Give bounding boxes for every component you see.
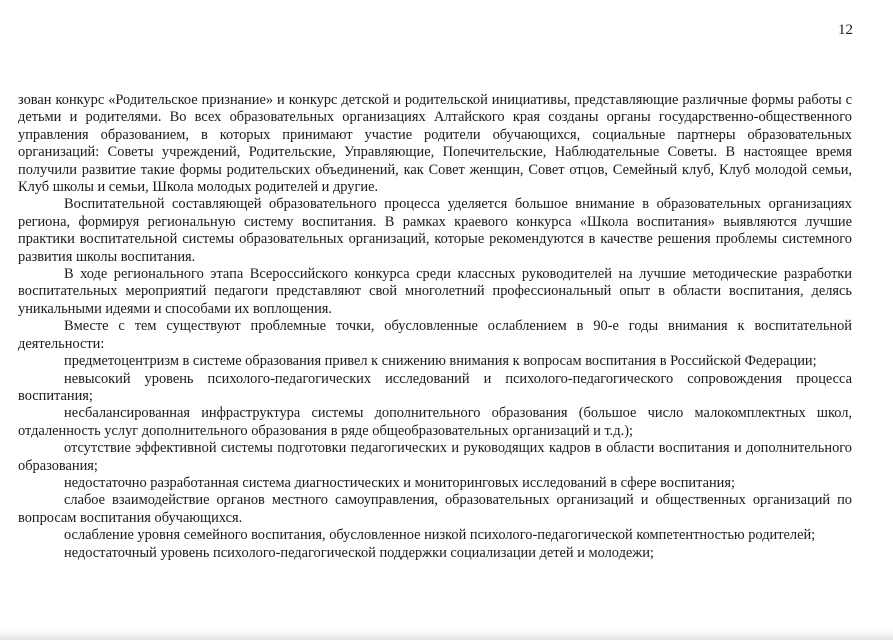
scan-bottom-edge: [0, 630, 893, 640]
page-number: 12: [838, 22, 853, 38]
paragraph-parent-contest: зован конкурс «Родительское признание» и конкурс детской и родительской инициативы, представляющие различные формы работы с детьми и родителями. Во всех образовательных организациях Алтайского края созданы органы государственно-общественного управления образованием, в которых принимают участие родители обучающихся, социальные партнеры образовательных организаций: Советы учреждений, Родительские, Управляющие, Попечительские, Наблюдательные Советы. В настоящее время получили развитие такие формы родительских объединений, как Совет женщин, Совет отцов, Семейный клуб, Клуб молодой семьи, Клуб школы и семьи, Школа молодых родителей и другие.: [18, 92, 852, 196]
list-item-unbalanced-infrastructure: несбалансированная инфраструктура системы дополнительного образования (большое число малокомплектных школ, отдаленность услуг дополнительного образования в ряде общеобразовательных организаций и т.д.);: [18, 405, 852, 439]
list-item-socialization-support: недостаточный уровень психолого-педагогической поддержки социализации детей и молодежи;: [64, 544, 654, 561]
list-item-subject-centrism: предметоцентризм в системе образования привел к снижению внимания к вопросам воспитания в Российской Федерации;: [64, 353, 817, 370]
list-item-low-research-level: невысокий уровень психолого-педагогических исследований и психолого-педагогического сопровождения процесса воспитания;: [18, 370, 852, 404]
paragraph-regional-contest: В ходе регионального этапа Всероссийского конкурса среди классных руководителей на лучшие методические разработки воспитательных мероприятий педагоги представляют свой многолетний профессиональный опыт в области воспитания, делясь уникальными идеями и способами их воплощения.: [18, 266, 852, 317]
list-item-no-training-system: отсутствие эффективной системы подготовки педагогических и руководящих кадров в области воспитания и дополнительного образования;: [18, 440, 852, 474]
paragraph-upbringing-component: Воспитательной составляющей образовательного процесса уделяется большое внимание в образовательных организациях региона, формируя региональную систему воспитания. В рамках краевого конкурса «Школа воспитания» выявляются лучшие практики воспитательной системы образовательных организаций, которые рекомендуются в качестве решения проблемы системного развития школы воспитания.: [18, 196, 852, 265]
paragraph-problem-points: Вместе с тем существуют проблемные точки, обусловленные ослаблением в 90-е годы внимания к воспитательной деятельности:: [18, 318, 852, 352]
list-item-family-upbringing: ослабление уровня семейного воспитания, обусловленное низкой психолого-педагогической компетентностью родителей;: [64, 527, 816, 544]
document-body: [18, 92, 852, 562]
list-item-weak-interaction: слабое взаимодействие органов местного самоуправления, образовательных организаций и общественных организаций по вопросам воспитания обучающихся.: [18, 492, 852, 526]
list-item-diagnostics: недостаточно разработанная система диагностических и мониторинговых исследований в сфере воспитания;: [64, 474, 735, 491]
